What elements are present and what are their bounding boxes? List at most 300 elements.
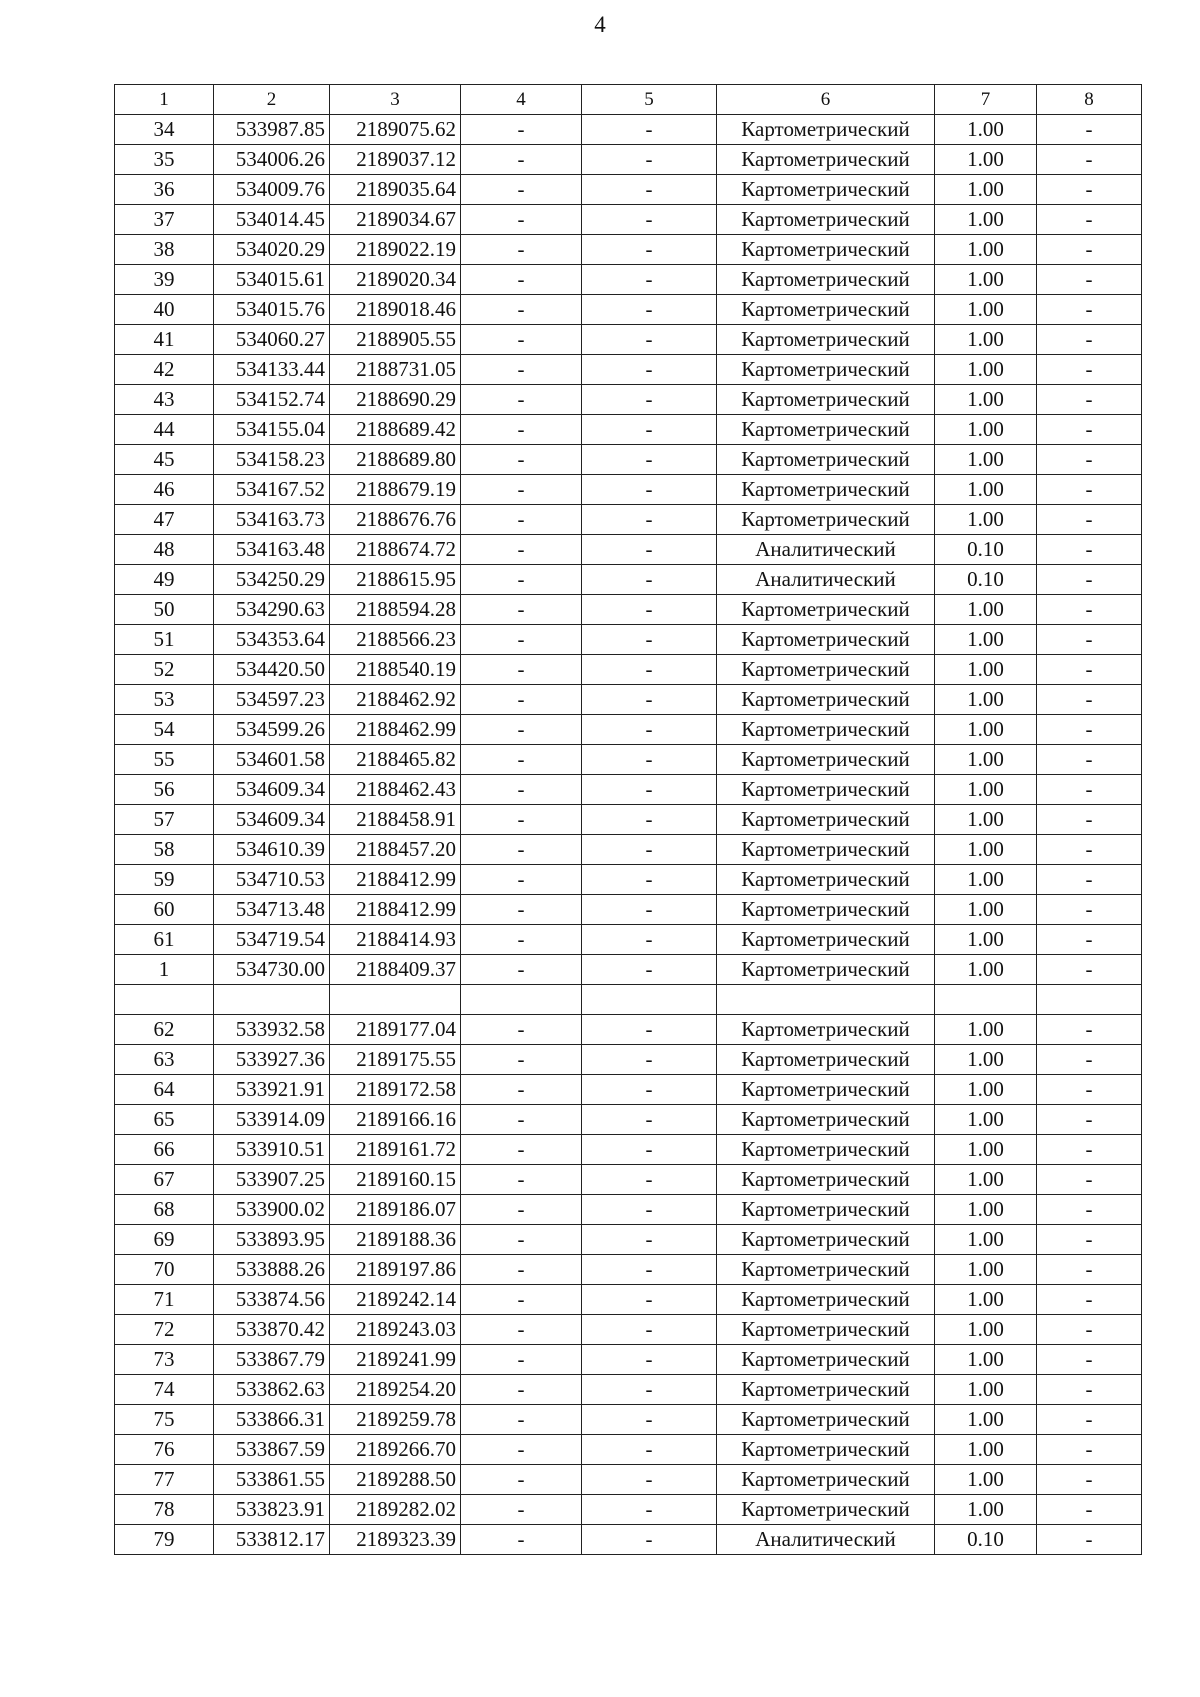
table-cell — [1037, 985, 1142, 1015]
table-cell: 71 — [115, 1285, 214, 1315]
table-cell: 2189166.16 — [330, 1105, 461, 1135]
table-cell: - — [461, 925, 582, 955]
table-cell: 1.00 — [935, 595, 1037, 625]
table-cell: 1.00 — [935, 835, 1037, 865]
table-cell: Картометрический — [717, 745, 935, 775]
table-cell: 1.00 — [935, 265, 1037, 295]
table-cell: - — [1037, 145, 1142, 175]
table-cell: 58 — [115, 835, 214, 865]
table-cell: 534597.23 — [214, 685, 330, 715]
table-cell: 2189188.36 — [330, 1225, 461, 1255]
table-cell: Картометрический — [717, 715, 935, 745]
table-cell: Картометрический — [717, 1105, 935, 1135]
table-cell: Картометрический — [717, 355, 935, 385]
table-cell: - — [461, 205, 582, 235]
table-cell: 2189175.55 — [330, 1045, 461, 1075]
table-row — [115, 115, 1142, 145]
table-cell: - — [461, 1165, 582, 1195]
table-cell: - — [461, 1375, 582, 1405]
table-cell: 2188412.99 — [330, 895, 461, 925]
table-row — [115, 505, 1142, 535]
table-cell: 1.00 — [935, 1015, 1037, 1045]
table-cell: 1.00 — [935, 655, 1037, 685]
table-cell: - — [582, 325, 717, 355]
table-cell: 533888.26 — [214, 1255, 330, 1285]
table-cell: 1.00 — [935, 505, 1037, 535]
table-cell: 2188462.92 — [330, 685, 461, 715]
table-cell: 1.00 — [935, 955, 1037, 985]
table-cell: - — [582, 1435, 717, 1465]
table-cell: Картометрический — [717, 1435, 935, 1465]
table-cell: 1.00 — [935, 775, 1037, 805]
table-cell: 533987.85 — [214, 115, 330, 145]
column-header: 2 — [214, 85, 330, 115]
table-cell: - — [1037, 445, 1142, 475]
table-cell: - — [1037, 175, 1142, 205]
table-row — [115, 625, 1142, 655]
table-cell: - — [461, 235, 582, 265]
table-cell: 2188689.42 — [330, 415, 461, 445]
table-row — [115, 775, 1142, 805]
table-cell: 2188458.91 — [330, 805, 461, 835]
table-cell: 2188465.82 — [330, 745, 461, 775]
table-cell: 533867.79 — [214, 1345, 330, 1375]
table-cell — [717, 985, 935, 1015]
table-cell: - — [461, 1345, 582, 1375]
column-header: 4 — [461, 85, 582, 115]
table-cell: 38 — [115, 235, 214, 265]
table-cell: 55 — [115, 745, 214, 775]
table-row — [115, 955, 1142, 985]
table-cell: 534601.58 — [214, 745, 330, 775]
table-cell: 59 — [115, 865, 214, 895]
table-cell: - — [1037, 535, 1142, 565]
table-cell: - — [1037, 1315, 1142, 1345]
table-cell: - — [1037, 415, 1142, 445]
table-row — [115, 1165, 1142, 1195]
table-cell: 68 — [115, 1195, 214, 1225]
table-cell: 534609.34 — [214, 775, 330, 805]
table-cell: - — [461, 1075, 582, 1105]
table-cell: Картометрический — [717, 1075, 935, 1105]
table-cell: - — [582, 1345, 717, 1375]
table-cell: 534250.29 — [214, 565, 330, 595]
table-cell: - — [1037, 115, 1142, 145]
table-cell: - — [461, 115, 582, 145]
table-cell: 44 — [115, 415, 214, 445]
table-cell: 1.00 — [935, 175, 1037, 205]
table-cell: 2189323.39 — [330, 1525, 461, 1555]
table-cell: 533867.59 — [214, 1435, 330, 1465]
table-row — [115, 415, 1142, 445]
table-cell: 2188731.05 — [330, 355, 461, 385]
table-cell: 2189197.86 — [330, 1255, 461, 1285]
table-cell: - — [582, 595, 717, 625]
table-cell: Картометрический — [717, 1495, 935, 1525]
table-cell: - — [1037, 505, 1142, 535]
table-cell: 533914.09 — [214, 1105, 330, 1135]
table-cell: 1.00 — [935, 1435, 1037, 1465]
table-cell: - — [582, 445, 717, 475]
table-cell: - — [461, 1045, 582, 1075]
table-cell: Картометрический — [717, 835, 935, 865]
table-cell: 1.00 — [935, 325, 1037, 355]
table-row — [115, 685, 1142, 715]
table-cell: 39 — [115, 265, 214, 295]
table-cell: - — [461, 1465, 582, 1495]
table-cell: 2189288.50 — [330, 1465, 461, 1495]
table-cell: 2188594.28 — [330, 595, 461, 625]
table-cell: Картометрический — [717, 175, 935, 205]
table-cell: 534014.45 — [214, 205, 330, 235]
table-cell: 534610.39 — [214, 835, 330, 865]
table-cell: 1.00 — [935, 1045, 1037, 1075]
table-cell: - — [582, 1075, 717, 1105]
table-cell: - — [461, 295, 582, 325]
table-cell: - — [1037, 865, 1142, 895]
table-cell: 1.00 — [935, 1375, 1037, 1405]
table-cell: 534060.27 — [214, 325, 330, 355]
table-cell: Картометрический — [717, 295, 935, 325]
table-cell: - — [1037, 805, 1142, 835]
table-cell: Картометрический — [717, 1465, 935, 1495]
table-cell — [115, 985, 214, 1015]
table-cell: Картометрический — [717, 1015, 935, 1045]
table-cell: Картометрический — [717, 925, 935, 955]
table-cell: 2188457.20 — [330, 835, 461, 865]
table-cell: Картометрический — [717, 1225, 935, 1255]
table-cell: - — [1037, 1375, 1142, 1405]
table-cell: - — [461, 865, 582, 895]
table-cell: 533823.91 — [214, 1495, 330, 1525]
column-header: 3 — [330, 85, 461, 115]
table-cell: Картометрический — [717, 1375, 935, 1405]
table-cell: - — [582, 1285, 717, 1315]
table-cell: 534015.76 — [214, 295, 330, 325]
table-cell: - — [461, 655, 582, 685]
table-cell: 533866.31 — [214, 1405, 330, 1435]
table-cell: 533921.91 — [214, 1075, 330, 1105]
table-cell: 533893.95 — [214, 1225, 330, 1255]
table-cell: 2189282.02 — [330, 1495, 461, 1525]
table-row — [115, 205, 1142, 235]
table-cell: - — [582, 1165, 717, 1195]
table-cell: - — [461, 895, 582, 925]
table-cell: - — [461, 265, 582, 295]
table-cell: 2188409.37 — [330, 955, 461, 985]
table-cell: - — [461, 385, 582, 415]
table-cell: - — [461, 505, 582, 535]
table-cell: Картометрический — [717, 865, 935, 895]
table-cell: Картометрический — [717, 1045, 935, 1075]
table-cell: Картометрический — [717, 1165, 935, 1195]
table-cell: Картометрический — [717, 265, 935, 295]
table-cell: - — [1037, 835, 1142, 865]
table-cell: 1.00 — [935, 1105, 1037, 1135]
table-cell: 534009.76 — [214, 175, 330, 205]
table-cell: - — [582, 1375, 717, 1405]
table-cell: - — [582, 805, 717, 835]
table-row — [115, 1315, 1142, 1345]
table-row — [115, 565, 1142, 595]
table-cell: - — [582, 1225, 717, 1255]
table-cell: Картометрический — [717, 1255, 935, 1285]
table-cell: - — [1037, 715, 1142, 745]
table-cell: Картометрический — [717, 595, 935, 625]
table-cell: - — [461, 805, 582, 835]
table-cell: - — [582, 115, 717, 145]
table-cell: Картометрический — [717, 1135, 935, 1165]
table-cell: 1.00 — [935, 205, 1037, 235]
table-cell: Аналитический — [717, 565, 935, 595]
table-cell: 1.00 — [935, 1165, 1037, 1195]
table-cell: 46 — [115, 475, 214, 505]
table-row — [115, 355, 1142, 385]
table-cell: 534353.64 — [214, 625, 330, 655]
table-cell: 533910.51 — [214, 1135, 330, 1165]
table-cell: 1.00 — [935, 745, 1037, 775]
table-cell: 534609.34 — [214, 805, 330, 835]
table-row — [115, 805, 1142, 835]
table-cell: 79 — [115, 1525, 214, 1555]
table-cell: Картометрический — [717, 475, 935, 505]
table-cell: 2189034.67 — [330, 205, 461, 235]
table-row — [115, 1375, 1142, 1405]
table-cell: 76 — [115, 1435, 214, 1465]
table-cell: 0.10 — [935, 1525, 1037, 1555]
table-cell: 0.10 — [935, 535, 1037, 565]
table-cell: 1.00 — [935, 445, 1037, 475]
table-cell: - — [461, 535, 582, 565]
table-cell: 1.00 — [935, 1255, 1037, 1285]
table-cell: - — [582, 715, 717, 745]
table-row — [115, 1255, 1142, 1285]
table-cell: 1.00 — [935, 1315, 1037, 1345]
table-cell: Картометрический — [717, 235, 935, 265]
table-cell: 2189186.07 — [330, 1195, 461, 1225]
table-row — [115, 475, 1142, 505]
table-cell: - — [1037, 655, 1142, 685]
table-cell: - — [461, 1525, 582, 1555]
table-cell: 1 — [115, 955, 214, 985]
table-cell: - — [461, 715, 582, 745]
table-cell: 533932.58 — [214, 1015, 330, 1045]
table-row — [115, 1465, 1142, 1495]
table-cell: - — [461, 475, 582, 505]
table-cell: 2188679.19 — [330, 475, 461, 505]
table-row — [115, 865, 1142, 895]
table-cell: 57 — [115, 805, 214, 835]
table-cell: - — [582, 1195, 717, 1225]
table-cell: - — [1037, 1045, 1142, 1075]
table-body — [115, 115, 1142, 1555]
table-cell: 533861.55 — [214, 1465, 330, 1495]
table-cell: 0.10 — [935, 565, 1037, 595]
table-row — [115, 1345, 1142, 1375]
table-cell: - — [1037, 265, 1142, 295]
table-cell: 36 — [115, 175, 214, 205]
table-cell: 2188462.99 — [330, 715, 461, 745]
table-cell: 77 — [115, 1465, 214, 1495]
table-cell: 533870.42 — [214, 1315, 330, 1345]
table-cell: 2189037.12 — [330, 145, 461, 175]
table-cell: - — [582, 145, 717, 175]
table-cell: - — [461, 145, 582, 175]
table-cell: 1.00 — [935, 1195, 1037, 1225]
table-cell: 1.00 — [935, 1405, 1037, 1435]
table-cell: - — [1037, 205, 1142, 235]
table-cell: - — [582, 235, 717, 265]
table-cell: 534020.29 — [214, 235, 330, 265]
table-cell: - — [582, 1495, 717, 1525]
table-cell: 534163.48 — [214, 535, 330, 565]
table-cell: 2189022.19 — [330, 235, 461, 265]
table-cell: - — [461, 325, 582, 355]
table-cell — [330, 985, 461, 1015]
table-cell: 2189161.72 — [330, 1135, 461, 1165]
table-row — [115, 295, 1142, 325]
table-cell: Картометрический — [717, 1285, 935, 1315]
table-cell: 533900.02 — [214, 1195, 330, 1225]
table-row — [115, 535, 1142, 565]
table-cell: - — [582, 865, 717, 895]
table-cell: 35 — [115, 145, 214, 175]
table-cell: - — [461, 355, 582, 385]
table-cell: - — [582, 925, 717, 955]
table-cell: 534152.74 — [214, 385, 330, 415]
table-cell: 40 — [115, 295, 214, 325]
table-row — [115, 145, 1142, 175]
table-cell: - — [1037, 295, 1142, 325]
table-cell: - — [461, 1315, 582, 1345]
table-cell: 64 — [115, 1075, 214, 1105]
table-cell: Картометрический — [717, 145, 935, 175]
table-cell: Картометрический — [717, 445, 935, 475]
table-cell: 61 — [115, 925, 214, 955]
table-cell: Картометрический — [717, 205, 935, 235]
table-cell: 2189160.15 — [330, 1165, 461, 1195]
table-cell: 1.00 — [935, 1465, 1037, 1495]
table-cell: - — [1037, 685, 1142, 715]
table-cell: 70 — [115, 1255, 214, 1285]
table-cell: Картометрический — [717, 775, 935, 805]
table-cell: 1.00 — [935, 115, 1037, 145]
table-cell: - — [461, 1225, 582, 1255]
table-row — [115, 235, 1142, 265]
table-cell: - — [461, 1405, 582, 1435]
table-cell: 2189242.14 — [330, 1285, 461, 1315]
table-cell: - — [1037, 1105, 1142, 1135]
table-cell: - — [461, 625, 582, 655]
table-cell: - — [582, 655, 717, 685]
table-cell: - — [582, 385, 717, 415]
table-cell: 533862.63 — [214, 1375, 330, 1405]
table-cell: - — [1037, 1465, 1142, 1495]
table-cell: Аналитический — [717, 1525, 935, 1555]
table-cell: 54 — [115, 715, 214, 745]
table-cell: Картометрический — [717, 1345, 935, 1375]
table-cell: Картометрический — [717, 955, 935, 985]
table-cell: 533927.36 — [214, 1045, 330, 1075]
table-cell: - — [461, 1015, 582, 1045]
table-cell: Картометрический — [717, 385, 935, 415]
table-cell: - — [1037, 895, 1142, 925]
table-cell: - — [461, 1135, 582, 1165]
table-cell: 1.00 — [935, 895, 1037, 925]
table-cell: 2188566.23 — [330, 625, 461, 655]
table-cell: 73 — [115, 1345, 214, 1375]
table-cell: - — [461, 415, 582, 445]
table-cell: - — [582, 565, 717, 595]
table-cell: 1.00 — [935, 805, 1037, 835]
table-cell: 2189266.70 — [330, 1435, 461, 1465]
table-cell: - — [582, 205, 717, 235]
table-cell: - — [582, 1255, 717, 1285]
table-row — [115, 1105, 1142, 1135]
table-cell: Картометрический — [717, 625, 935, 655]
table-cell: - — [461, 685, 582, 715]
table-cell: - — [1037, 1195, 1142, 1225]
table-cell: Картометрический — [717, 505, 935, 535]
table-cell: 1.00 — [935, 715, 1037, 745]
table-cell: 2188412.99 — [330, 865, 461, 895]
table-cell: - — [461, 595, 582, 625]
table-cell: - — [1037, 1405, 1142, 1435]
table-cell: 534167.52 — [214, 475, 330, 505]
table-cell: 534133.44 — [214, 355, 330, 385]
table-cell: 534713.48 — [214, 895, 330, 925]
table-cell: - — [461, 955, 582, 985]
table-cell: - — [582, 1105, 717, 1135]
table-cell: 533907.25 — [214, 1165, 330, 1195]
table-cell: 2189259.78 — [330, 1405, 461, 1435]
table-cell: - — [582, 175, 717, 205]
table-cell: 45 — [115, 445, 214, 475]
table-cell: - — [582, 1405, 717, 1435]
table-cell: - — [582, 625, 717, 655]
table-cell: 75 — [115, 1405, 214, 1435]
table-cell: - — [461, 1285, 582, 1315]
table-cell: - — [1037, 1345, 1142, 1375]
table-cell: - — [1037, 1255, 1142, 1285]
table-cell: 534599.26 — [214, 715, 330, 745]
table-row — [115, 895, 1142, 925]
table-row — [115, 1225, 1142, 1255]
table-cell: 1.00 — [935, 1495, 1037, 1525]
table-cell: 2189177.04 — [330, 1015, 461, 1045]
table-cell: - — [1037, 325, 1142, 355]
table-cell: - — [582, 355, 717, 385]
table-cell: 2188615.95 — [330, 565, 461, 595]
table-cell: 74 — [115, 1375, 214, 1405]
table-cell: - — [1037, 595, 1142, 625]
table-cell: - — [461, 565, 582, 595]
table-row — [115, 1075, 1142, 1105]
table-cell: - — [582, 475, 717, 505]
table-cell: 67 — [115, 1165, 214, 1195]
table-cell: 66 — [115, 1135, 214, 1165]
table-cell: 69 — [115, 1225, 214, 1255]
table-cell: 534163.73 — [214, 505, 330, 535]
table-cell: 49 — [115, 565, 214, 595]
table-cell: 534015.61 — [214, 265, 330, 295]
table-cell: 34 — [115, 115, 214, 145]
table-cell: 2188414.93 — [330, 925, 461, 955]
table-row — [115, 1195, 1142, 1225]
table-cell: 56 — [115, 775, 214, 805]
table-cell: 534710.53 — [214, 865, 330, 895]
table-cell: 2189241.99 — [330, 1345, 461, 1375]
